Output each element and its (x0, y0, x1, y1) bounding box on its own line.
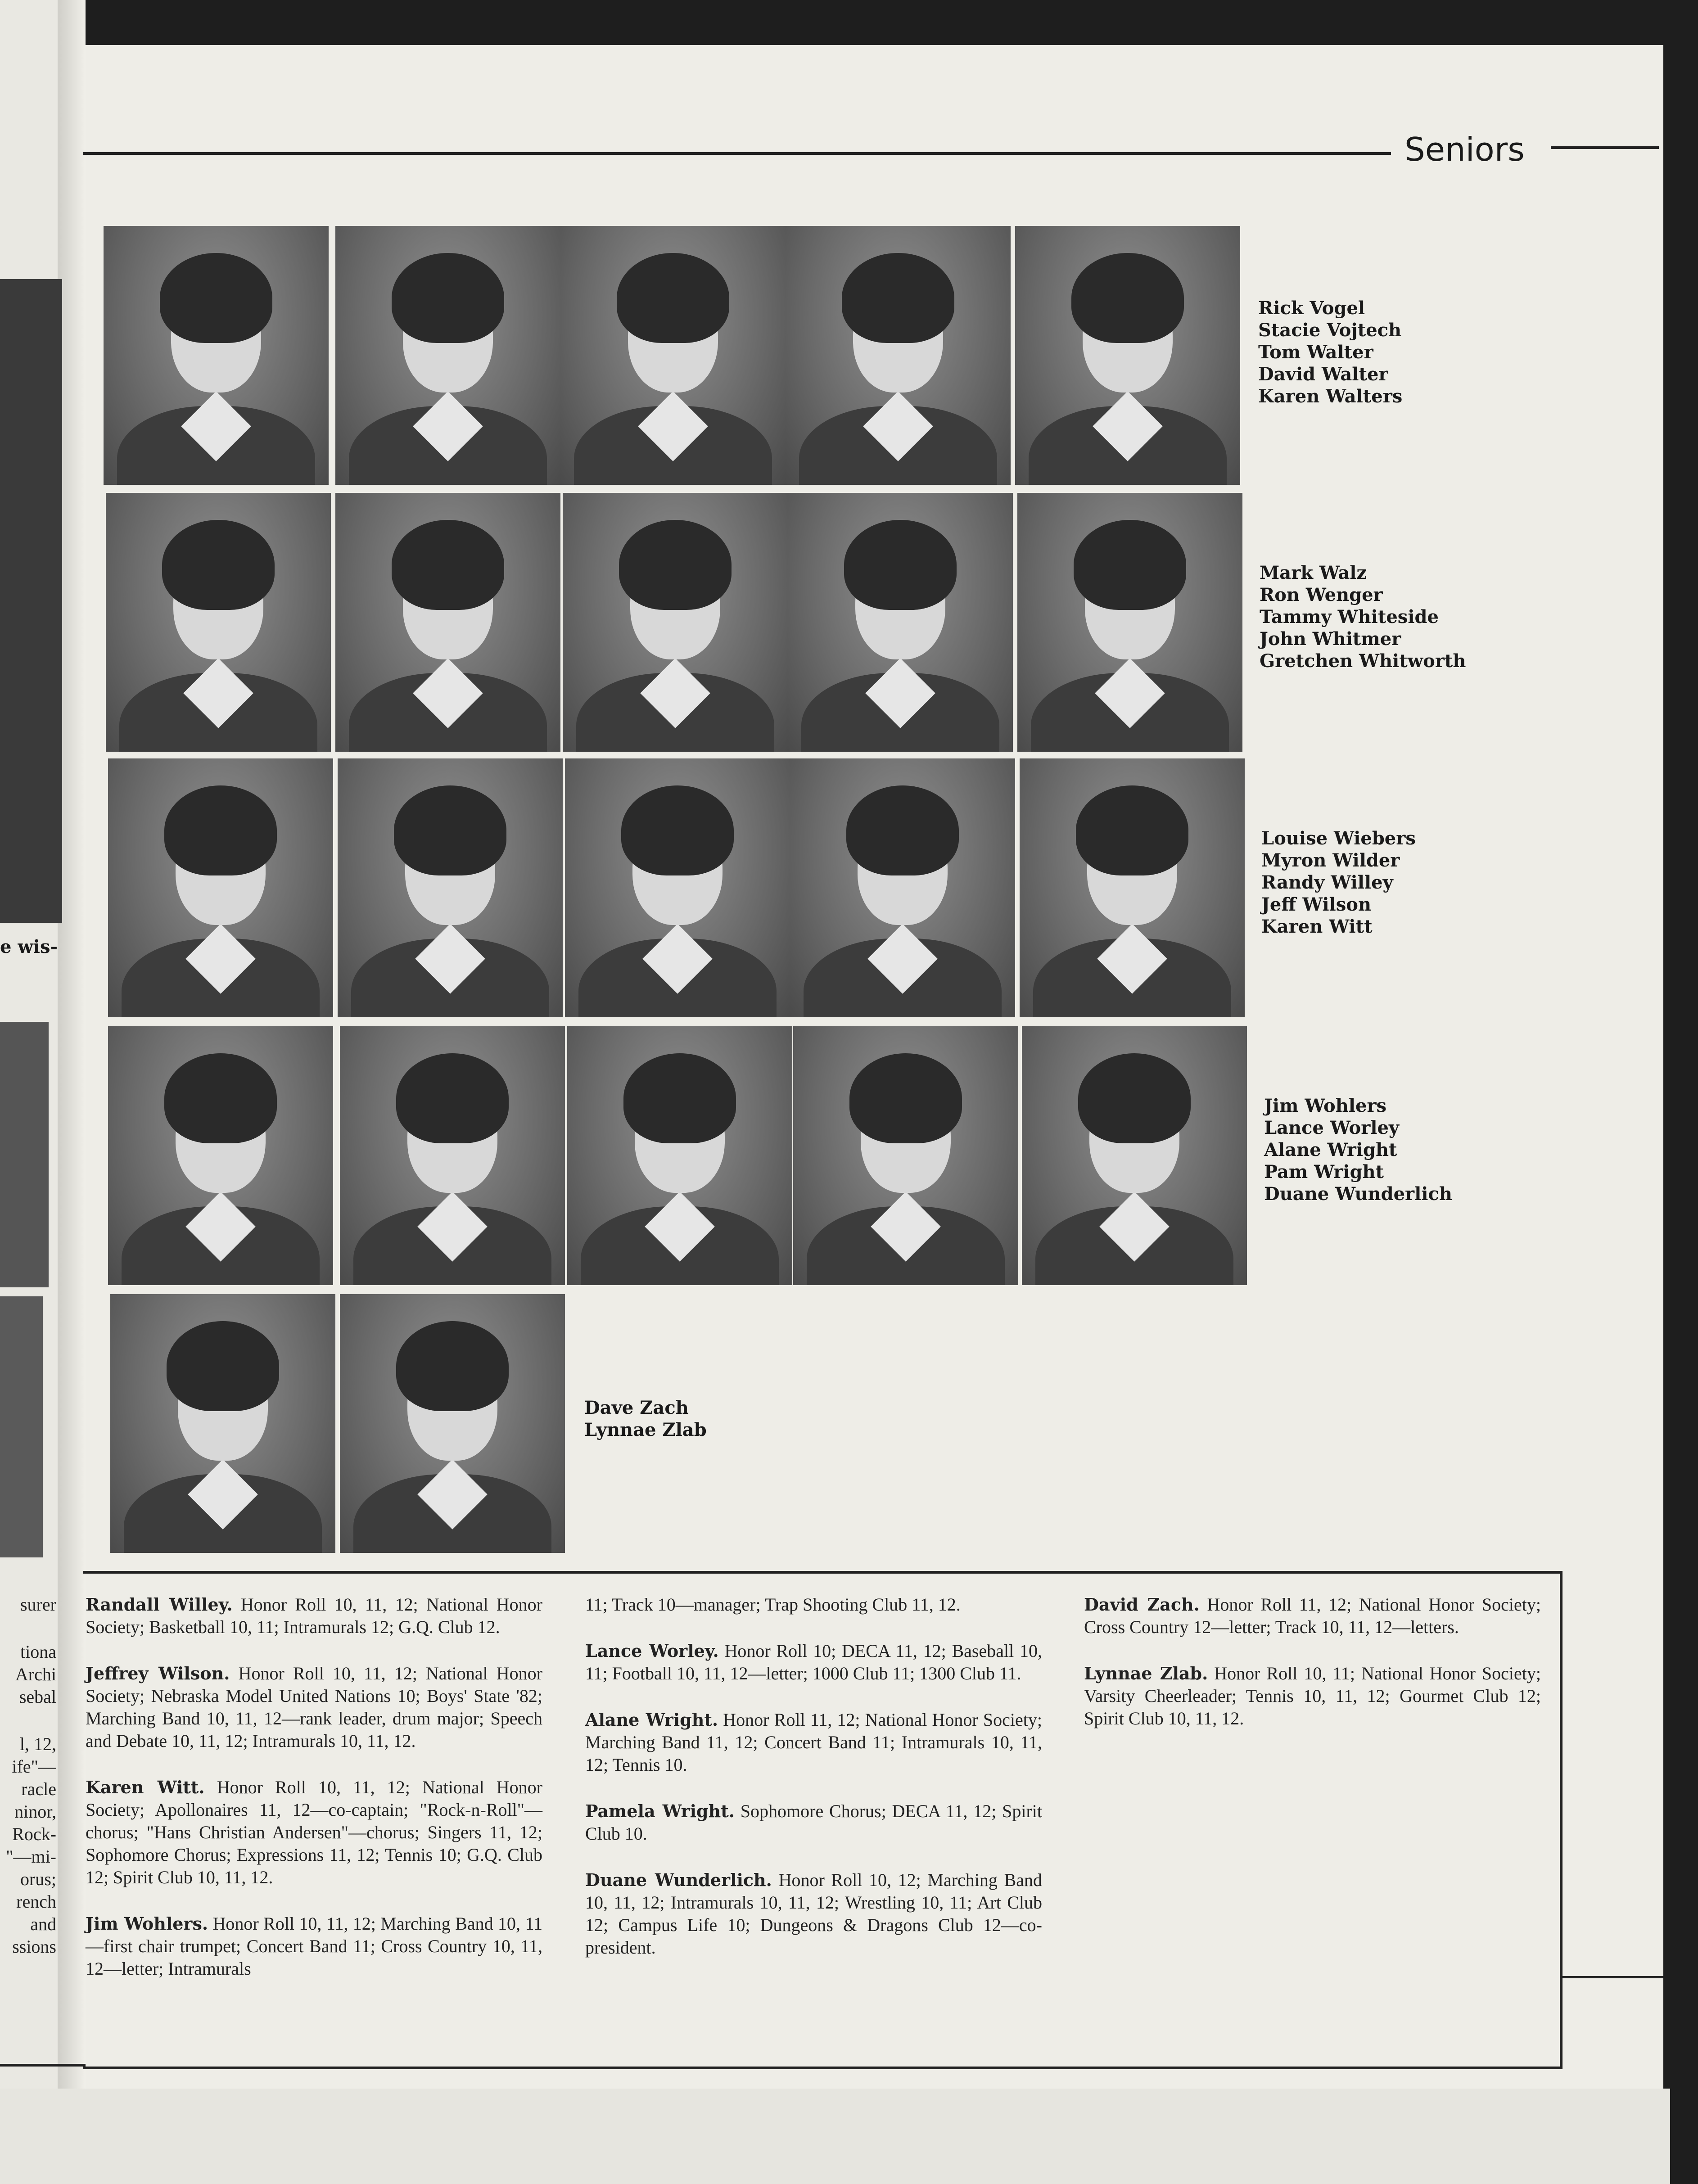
biography-column-2 (585, 1593, 1042, 1983)
student-name: Myron Wilder (1261, 850, 1400, 871)
left-page-photo-1 (0, 279, 62, 923)
biography-name: David Zach. (1084, 1594, 1200, 1615)
biography-name: Duane Wunderlich. (585, 1870, 772, 1890)
student-name: Lance Worley (1264, 1117, 1400, 1138)
left-page-photo-3 (0, 1296, 43, 1557)
header-rule-right (1551, 146, 1659, 149)
left-page-photo-2 (0, 1022, 49, 1287)
biography-column-1 (86, 1593, 542, 2004)
biography-column-3 (1084, 1593, 1541, 1754)
biography-name: Pamela Wright. (585, 1801, 735, 1821)
biography-text: Honor Roll 10; DECA 11, 12; Baseball 10, 11; Football 10, 11, 12—letter; 1000 Club 11; 1300 Club 11. (585, 1641, 1042, 1683)
left-text-fragment: and (30, 1914, 56, 1934)
student-name: Gretchen Whitworth (1260, 650, 1466, 672)
header-rule-left (83, 152, 1391, 155)
biography-entry (86, 1776, 542, 1889)
portrait-photo (793, 1026, 1018, 1285)
biography-entry (585, 1640, 1042, 1685)
portrait-photo (565, 758, 790, 1017)
left-text-fragment: surer (20, 1594, 56, 1615)
portrait-photo (108, 1026, 333, 1285)
student-name: Dave Zach (584, 1397, 689, 1418)
biography-text: Sophomore Chorus; DECA 11, 12; Spirit Club 10. (585, 1801, 1042, 1844)
student-name: Karen Witt (1261, 916, 1373, 937)
student-name: Karen Walters (1258, 386, 1403, 407)
student-name: Pam Wright (1264, 1161, 1384, 1182)
student-name: Tammy Whiteside (1260, 606, 1439, 627)
student-name: Tom Walter (1258, 342, 1373, 363)
biography-text: Honor Roll 10, 11, 12; National Honor Society; Apollonaires 11, 12—co-captain; "Rock-n-Roll"—chorus; "Hans Christian Andersen"—chorus; Singers 11, 12; Sophomore Chorus; Expressions 11, 12; Tennis 10; G.Q. Club 12; Spirit Club 10, 11, 12. (86, 1777, 543, 1887)
left-text-fragment: rench (16, 1891, 56, 1912)
left-text-fragment: ninor, (14, 1801, 56, 1822)
portrait-photo (1020, 758, 1245, 1017)
box-bottom-rule-extension (0, 2064, 86, 2067)
student-name: Randy Willey (1261, 872, 1393, 893)
biography-name: Alane Wright. (585, 1710, 718, 1730)
biography-text: Honor Roll 10, 12; Marching Band 10, 11, 12; Intramurals 10, 11, 12; Wrestling 10, 11; Art Club 12; Campus Life 10; Dungeons & Dragons Club 12—co-president. (585, 1870, 1043, 1958)
portrait-photo (340, 1294, 565, 1553)
biography-name: Jeffrey Wilson. (86, 1663, 230, 1683)
portrait-photo (335, 226, 560, 485)
portrait-photo (1017, 493, 1242, 752)
left-text-fragment: ssions (12, 1936, 56, 1957)
student-name: Louise Wiebers (1261, 828, 1416, 849)
left-text-fragment: "—mi- (6, 1846, 56, 1867)
portrait-photo (786, 226, 1011, 485)
biography-text: Honor Roll 11, 12; National Honor Society; Cross Country 12—letter; Track 10, 11, 12—letters. (1084, 1594, 1541, 1637)
portrait-photo (110, 1294, 335, 1553)
student-name: Jeff Wilson (1261, 894, 1372, 915)
biography-name: Karen Witt. (86, 1777, 205, 1797)
student-name: Mark Walz (1260, 562, 1367, 583)
biography-name: Lance Worley. (585, 1641, 719, 1661)
biography-text: Honor Roll 10, 11; National Honor Society; Varsity Cheerleader; Tennis 10, 11, 12; Gourmet Club 12; Spirit Club 10, 11, 12. (1084, 1663, 1541, 1728)
student-name: David Walter (1258, 364, 1388, 385)
portrait-photo (104, 226, 329, 485)
portrait-photo (340, 1026, 565, 1285)
row-2-names (1260, 562, 1466, 672)
section-title: Seniors (1404, 131, 1525, 168)
biography-text: Honor Roll 11, 12; National Honor Society; Marching Band 11, 12; Concert Band 11; Intramurals 10, 11, 12; Tennis 10. (585, 1710, 1042, 1775)
left-page-text-fragments (0, 1593, 56, 1958)
portrait-photo (335, 493, 560, 752)
student-name: John Whitmer (1260, 628, 1401, 650)
student-name: Lynnae Zlab (584, 1419, 707, 1440)
portrait-photo (1022, 1026, 1247, 1285)
biography-entry (1084, 1662, 1541, 1730)
left-text-fragment: Rock- (12, 1824, 56, 1844)
biography-entry (86, 1662, 542, 1752)
portrait-photo (106, 493, 331, 752)
student-name: Alane Wright (1264, 1139, 1397, 1160)
left-page-caption-fragment: e wis- (0, 936, 58, 957)
page-bottom-margin (0, 2089, 1670, 2184)
row-3-names (1261, 827, 1416, 938)
biography-entry (86, 1593, 542, 1638)
left-text-fragment: sebal (19, 1687, 56, 1707)
biography-entry (585, 1593, 1042, 1616)
biography-name: Lynnae Zlab. (1084, 1663, 1208, 1683)
row-5-names (584, 1397, 707, 1441)
biography-text: 11; Track 10—manager; Trap Shooting Club 11, 12. (585, 1594, 961, 1615)
biography-entry (585, 1709, 1042, 1776)
portrait-photo (560, 226, 786, 485)
biography-name: Jim Wohlers. (86, 1913, 208, 1934)
biography-name: Randall Willey. (86, 1594, 233, 1615)
student-name: Ron Wenger (1260, 584, 1383, 605)
student-name: Rick Vogel (1258, 298, 1365, 319)
row-1-names (1258, 297, 1402, 407)
portrait-photo (108, 758, 333, 1017)
biography-entry (1084, 1593, 1541, 1638)
student-name: Jim Wohlers (1264, 1095, 1387, 1116)
portrait-photo (563, 493, 788, 752)
box-right-rule-extension (1560, 1976, 1663, 1978)
student-name: Duane Wunderlich (1264, 1183, 1452, 1205)
biography-entry (585, 1869, 1042, 1959)
portrait-photo (1015, 226, 1240, 485)
portrait-photo (790, 758, 1015, 1017)
row-4-names (1264, 1095, 1452, 1205)
portrait-photo (338, 758, 563, 1017)
biography-entry (86, 1913, 542, 1980)
biography-entry (585, 1800, 1042, 1845)
left-text-fragment: orus; (20, 1869, 56, 1889)
left-text-fragment: racle (21, 1779, 56, 1799)
left-text-fragment: l, 12, (19, 1734, 56, 1754)
biography-text: Honor Roll 10, 11, 12; National Honor Society; Nebraska Model United Nations 10; Boys' State '82; Marching Band 10, 11, 12—rank leader, drum major; Speech and Debate 10, 11, 12; Intramurals 10, 11, 12. (86, 1663, 542, 1751)
left-text-fragment: Archi (15, 1664, 56, 1684)
student-name: Stacie Vojtech (1258, 320, 1402, 341)
biography-text: Honor Roll 10, 11, 12; Marching Band 10, 11—first chair trumpet; Concert Band 11; Cross Country 10, 11, 12—letter; Intramurals (86, 1913, 542, 1979)
portrait-photo (567, 1026, 792, 1285)
biography-text: Honor Roll 10, 11, 12; National Honor Society; Basketball 10, 11; Intramurals 12; G.Q. Club 12. (86, 1594, 542, 1637)
portrait-photo (788, 493, 1013, 752)
left-text-fragment: ife"— (12, 1756, 56, 1777)
left-text-fragment: tiona (20, 1642, 56, 1662)
